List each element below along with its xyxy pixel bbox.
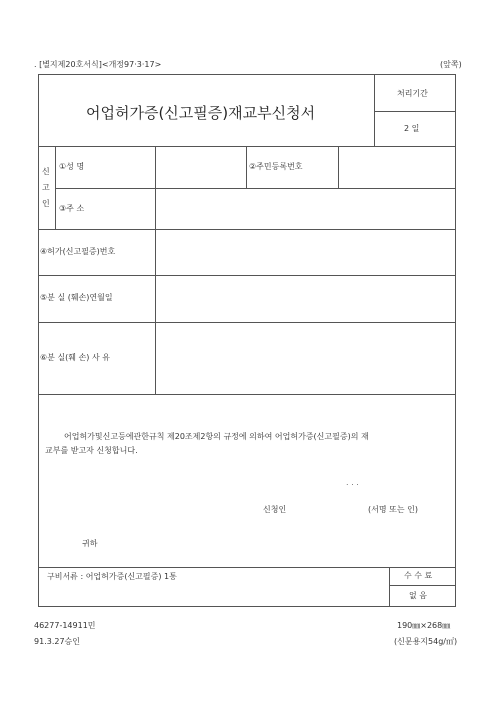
applicant-side-label-3: 인	[42, 199, 50, 208]
loss-reason-field[interactable]	[157, 324, 454, 393]
applicant-signature-field[interactable]	[300, 500, 364, 516]
page-side-label: (앞쪽)	[440, 60, 462, 69]
loss-reason-label: ⑥분 실(훼 손) 사 유	[40, 353, 110, 362]
permit-number-label: ④허가(신고필증)번호	[40, 247, 116, 256]
loss-date-label: ⑤분 실 (훼손)연월일	[40, 293, 113, 302]
statement-line-1: 어업허가및신고등에관한규칙 제20조제2항의 규정에 의하여 어업허가증(신고필증)의 재	[64, 432, 369, 441]
address-field[interactable]	[157, 190, 454, 228]
resident-id-field[interactable]	[340, 148, 454, 187]
resident-id-label: ②주민등록번호	[249, 162, 303, 171]
recipient-label: 귀하	[82, 539, 98, 548]
name-label: ①성 명	[59, 162, 85, 171]
form-code: . [별지제20호서식]<개정97·3·17>	[34, 60, 162, 69]
processing-period-label: 처리기간	[397, 89, 428, 98]
processing-period-value: 2 일	[404, 124, 420, 133]
form-title: 어업허가증(신고필증)재교부신청서	[86, 104, 316, 122]
name-field[interactable]	[157, 148, 245, 187]
fee-value: 없 음	[409, 591, 427, 600]
date-marks: . . .	[346, 478, 359, 487]
fee-label: 수 수 료	[404, 571, 433, 580]
applicant-side-label-1: 신	[42, 167, 50, 176]
form-code-number: 46277-14911민	[34, 621, 96, 630]
applicant-sign-label: 신청인	[263, 505, 287, 514]
required-documents: 구비서류 : 어업허가증(신고필증) 1통	[47, 572, 177, 581]
signature-hint: (서명 또는 인)	[368, 505, 418, 514]
permit-number-field[interactable]	[157, 231, 454, 274]
statement-line-2: 교부를 받고자 신청합니다.	[45, 446, 138, 455]
paper-type: (신문용지54g/㎡)	[394, 637, 458, 646]
loss-date-field[interactable]	[157, 277, 454, 321]
address-label: ③주 소	[59, 204, 85, 213]
paper-size: 190㎜×268㎜	[397, 621, 451, 630]
applicant-side-label-2: 고	[42, 183, 50, 192]
approval-date: 91.3.27승인	[34, 637, 80, 646]
